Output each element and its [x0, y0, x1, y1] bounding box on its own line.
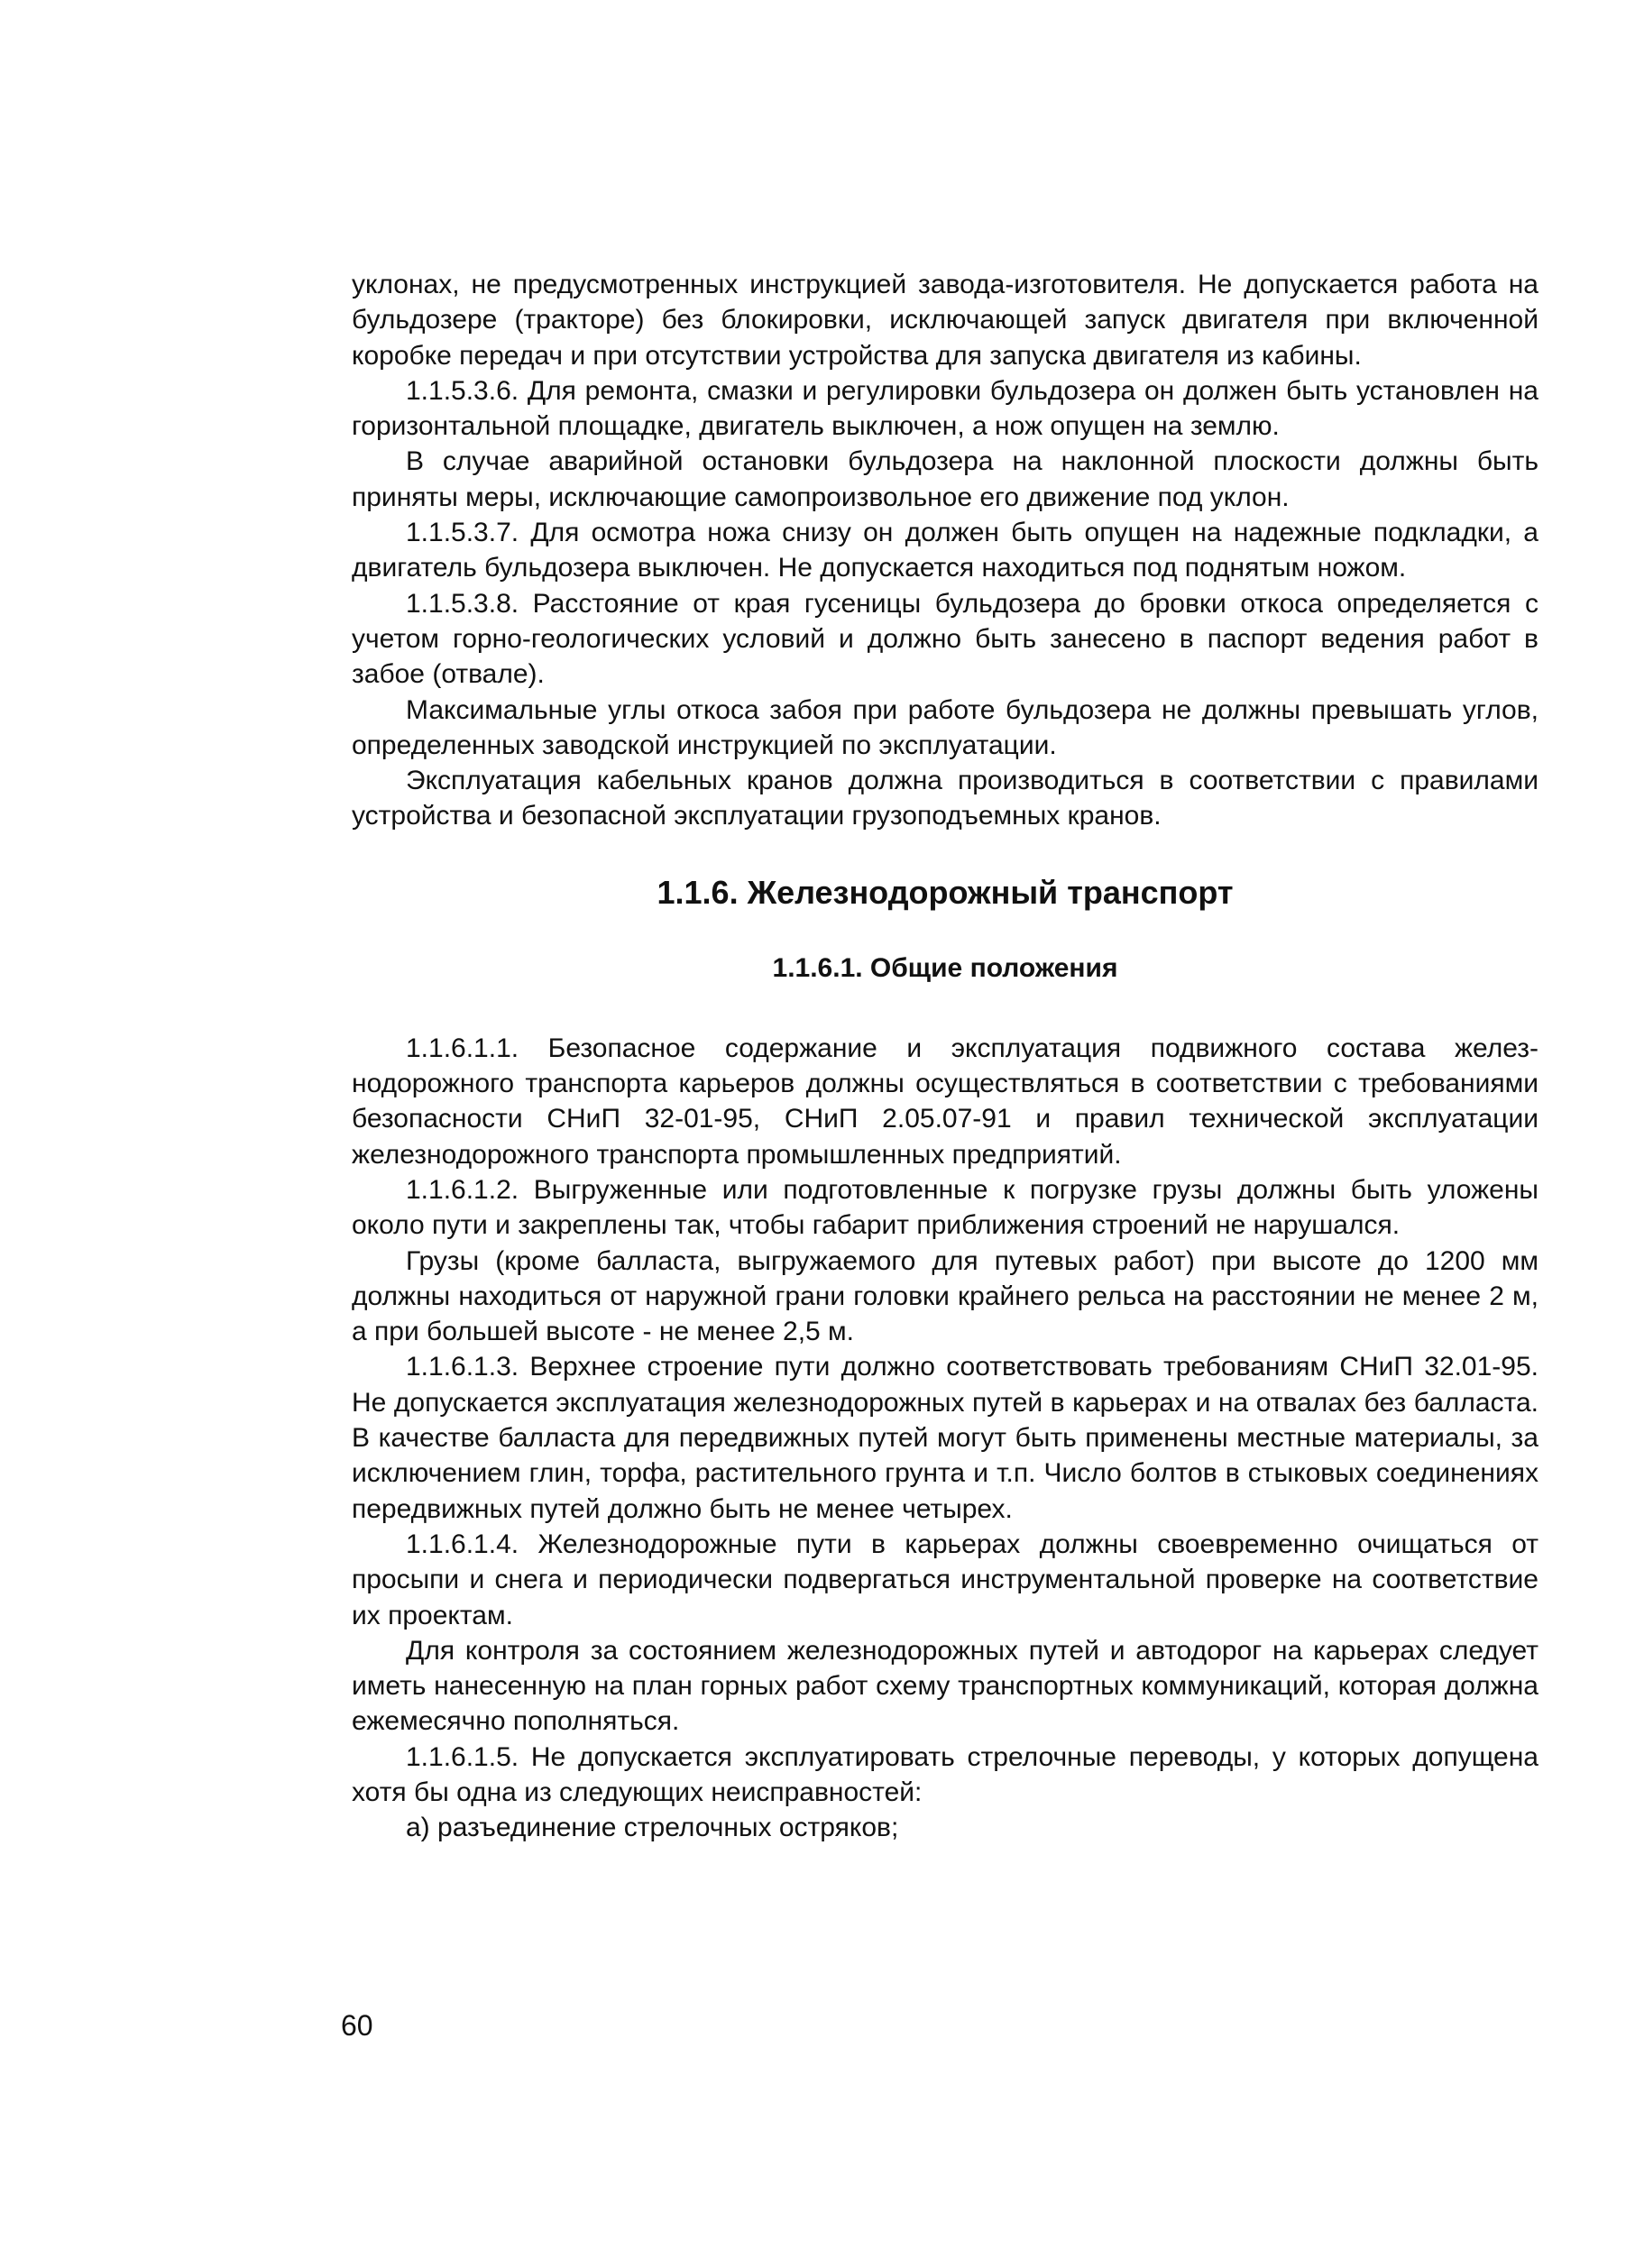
paragraph: В случае аварийной остановки бульдозера на наклонной плоскости должны быть приняты меры, исключающие самопроизвольное его движение под уклон. [352, 446, 1539, 512]
paragraph: 1.1.6.1.3. Верхнее строение пути должно соответствовать требованиям СНиП 32.01-95. Не допускается эксплуатация железнодорожных путей в карьерах и на отвалах без балласта. В качестве балласта для передвижных путей могут быть применены местные материалы, за исключением глин, торфа, растительного грунта и т.п. Число болтов в стыковых соединениях передвижных путей должно быть не менее четырех. [352, 1352, 1539, 1524]
paragraph: 1.1.6.1.1. Безопасное содержание и эксплуатация подвижного состава железнодорожного транспорта карьеров должны осуществляться в соответствии с требованиями безопасности СНиП 32-01-95, СНиП 2.05.07-91 и правил технической эксплуатации железнодорожного транспорта промышленных предприятий. [352, 1033, 1539, 1170]
paragraph: 1.1.6.1.2. Выгруженные или подготовленные к погрузке грузы должны быть уложены около пути и закреплены так, чтобы габарит приближения строений не нарушался. [352, 1174, 1539, 1241]
section-title: 1.1.6. Железнодорожный транспорт [657, 873, 1234, 911]
paragraph: а) разъединение стрелочных остряков; [406, 1813, 899, 1843]
paragraph: 1.1.6.1.5. Не допускается эксплуатировать стрелочные переводы, у которых допущена хотя бы одна из следующих неисправностей: [352, 1741, 1539, 1807]
paragraph: 1.1.5.3.7. Для осмотра ножа снизу он должен быть опущен на надежные подкладки, а двигатель бульдозера выключен. Не допускается находиться под поднятым ножом. [352, 518, 1539, 583]
paragraph: Грузы (кроме балласта, выгружаемого для путевых работ) при высоте до 1200 мм должны находиться от наружной грани головки крайнего рельса на расстоянии не менее 2 м, а при большей высоте - не менее 2,5 м. [352, 1245, 1539, 1347]
paragraph: 1.1.5.3.8. Расстояние от края гусеницы бульдозера до бровки откоса определяется с учетом горно-геологических условий и должно быть занесено в паспорт ведения работ в забое (отвале). [352, 588, 1539, 690]
paragraphs-top [352, 267, 1539, 834]
paragraph: Для контроля за состоянием железнодорожных путей и автодорог на карьерах следует иметь нанесенную на план горных работ схему транспортных коммуникаций, которая должна ежемесячно пополняться. [352, 1635, 1539, 1737]
paragraph: Эксплуатация кабельных кранов должна производиться в соответствии с правилами устройства и безопасной эксплуатации грузоподъемных кранов. [352, 766, 1539, 831]
paragraph: 1.1.6.1.4. Железнодорожные пути в карьерах должны своевременно очищаться от просыпи и снега и периодически подвергаться инструментальной проверке на соответствие их проектам. [352, 1529, 1539, 1630]
document-page [352, 267, 1539, 1846]
paragraph: Максимальные углы откоса забоя при работе бульдозера не должны превышать углов, определенных заводской инструкцией по эксплуатации. [352, 694, 1539, 760]
paragraph: 1.1.5.3.6. Для ремонта, смазки и регулировки бульдозера он должен быть установлен на горизонтальной площадке, двигатель выключен, а нож опущен на землю. [352, 375, 1539, 442]
paragraph: уклонах, не предусмотренных инструкцией завода-изготовителя. Не допускается работа на бульдозере (тракторе) без блокировки, исключающей запуск двигателя при включенной коробке передач и при отсутствии устройства для запуска двигателя из кабины. [352, 270, 1539, 371]
subsection-title: 1.1.6.1. Общие положения [772, 952, 1118, 983]
paragraphs-bottom [352, 1031, 1539, 1846]
page-number: 60 [341, 2009, 373, 2042]
